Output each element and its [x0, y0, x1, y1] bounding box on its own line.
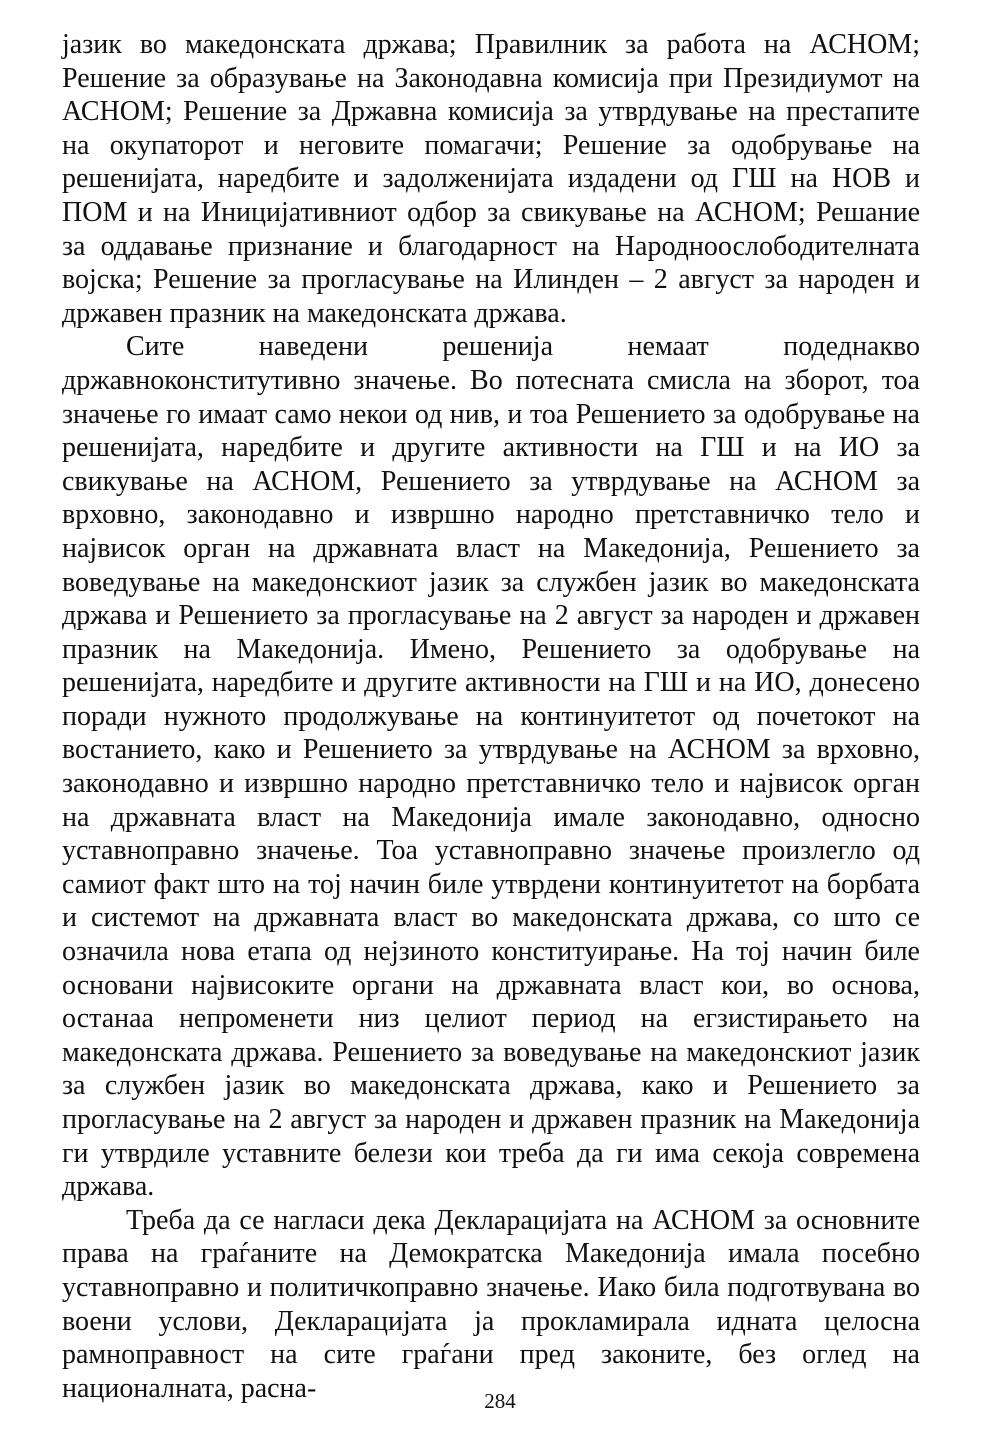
paragraph-3: Треба да се нагласи дека Декларацијата на АСНОМ за основните права на граѓаните на Демократска Македонија имала посебно уставноправно и политичкоправно значење. Иако била подготвувана во воени услови, Декларацијата ја прокламирала идната целосна рамноправност на сите граѓани пред законите, без оглед на националната, расна-	[62, 1204, 920, 1404]
document-page	[62, 28, 920, 1405]
paragraph-2: Сите наведени решенија немаат подеднакво државноконститутивно значење. Во потесната смисла на зборот, тоа значење го имаат само некои од нив, и тоа Решението за одобрување на решенијата, наредбите и другите активности на ГШ и на ИО за свикување на АСНОМ, Решението за утврдување на АСНОМ за врховно, законодавно и извршно народно претставничко тело и највисок орган на државната власт на Македонија, Решението за воведување на македонскиот јазик за службен јазик во македонската држава и Решението за прогласување на 2 август за народен и државен празник на Македонија. Имено, Решението за одобрување на решенијата, наредбите и другите активности на ГШ и на ИО, донесено поради нужното продолжување на континуитетот од почетокот на востанието, како и Решението за утврдување на АСНОМ за врховно, законодавно и извршно народно претставничко тело и највисок орган на државната власт на Македонија имале законодавно, односно уставноправно значење. Тоа уставноправно значење произлегло од самиот факт што на тој начин биле утврдени континуитетот на борбата и системот на државната власт во македонската држава, со што се означила нова етапа од нејзиното конституирање. На тој начин биле основани највисоките органи на државната власт кои, во основа, останаа непроменети низ целиот период на егзистирањето на македонската држава. Решението за воведување на македонскиот јазик за службен јазик во македонската држава, како и Решението за прогласување на 2 август за народен и државен празник на Македонија ги утврдиле уставните белези кои треба да ги има секоја современа држава.	[62, 331, 920, 1203]
paragraph-1: јазик во македонската држава; Правилник за работа на АСНОМ; Решение за образување на Законодавна комисија при Президиумот на АСНОМ; Решение за Државна комисија за утврдување на престапите на окупаторот и неговите помагачи; Решение за одобрување на решенијата, наредбите и задолженијата издадени од ГШ на НОВ и ПОМ и на Иницијативниот одбор за свикување на АСНОМ; Решание за оддавање признание и благодарност на Народноослободителната војска; Решение за прогласување на Илинден – 2 август за народен и државен празник на македонската држава.	[62, 29, 920, 329]
page-number: 284	[484, 1389, 516, 1413]
